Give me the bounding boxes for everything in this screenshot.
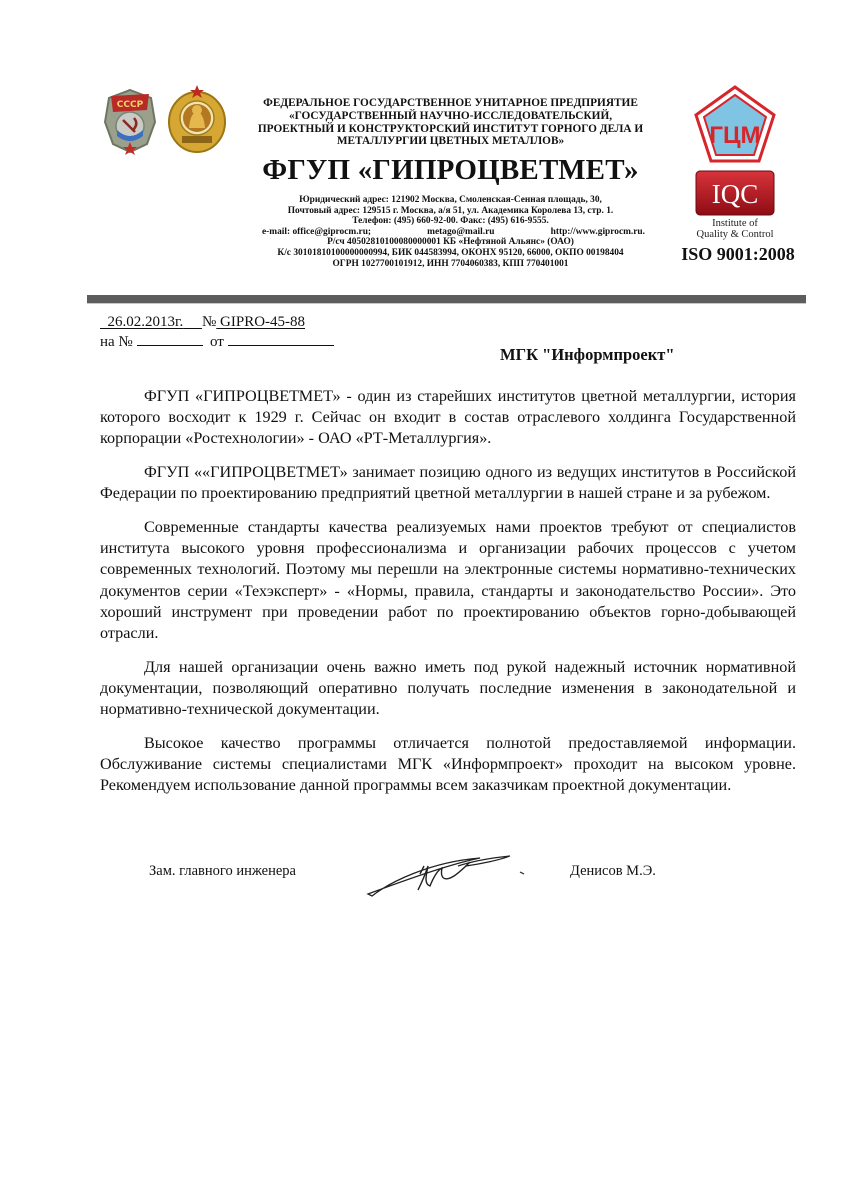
iqc-logo-text: IQC — [711, 179, 759, 209]
gcm-pentagon-logo-icon — [694, 85, 776, 163]
reply-to-label: на № — [100, 334, 133, 350]
incoming-reference — [100, 332, 334, 351]
from-date-blank — [228, 332, 334, 346]
letter-body — [100, 386, 796, 809]
contacts-row — [248, 227, 653, 238]
ref-number-value: GIPRO-45-88 — [220, 314, 306, 330]
iqc-subtitle-line: Quality & Control — [696, 229, 774, 240]
org-details — [248, 195, 653, 269]
phone-fax: Телефон: (495) 660-92-00. Факс: (495) 616-9555. — [352, 216, 549, 227]
org-full-name-line: ФЕДЕРАЛЬНОЕ ГОСУДАРСТВЕННОЕ УНИТАРНОЕ ПРЕДПРИЯТИЕ — [263, 97, 638, 109]
order-red-banner-medal-icon — [101, 86, 159, 156]
reply-to-number-blank — [137, 332, 203, 346]
email-link-office[interactable]: e-mail: office@giprocm.ru; — [262, 226, 372, 237]
bank-account: Р/сч 40502810100080000001 КБ «Нефтяной Альянс» (ОАО) — [327, 237, 574, 248]
postal-address: Почтовый адрес: 129515 г. Москва, а/я 51, ул. Академика Королева 13, стр. 1. — [287, 205, 614, 216]
iso-certification: ISO 9001:2008 — [681, 244, 795, 264]
org-full-name-line: «ГОСУДАРСТВЕННЫЙ НАУЧНО-ИССЛЕДОВАТЕЛЬСКИЙ, — [288, 109, 613, 122]
handwritten-signature-icon — [360, 852, 530, 898]
org-short-name: ФГУП «ГИПРОЦВЕТМЕТ» — [262, 154, 639, 186]
email-link-metago[interactable]: metago@mail.ru — [427, 226, 495, 237]
svg-text:СССР: СССР — [116, 100, 144, 110]
signer-title: Зам. главного инженера — [149, 863, 296, 879]
body-paragraph: ФГУП ««ГИПРОЦВЕТМЕТ» занимает позицию одного из ведущих институтов в Российской Федерации по проектированию предприятий цветной металлургии в нашей стране и за рубежом. — [100, 463, 796, 503]
iqc-logo-icon — [695, 170, 775, 216]
gcm-logo-text: ГЦМ — [709, 122, 761, 149]
iqc-subtitle-line: Institute of — [712, 218, 758, 229]
header-divider — [87, 295, 806, 303]
outgoing-reference — [100, 314, 305, 331]
legal-address: Юридический адрес: 121902 Москва, Смоленская-Сенная площадь, 30, — [299, 195, 602, 205]
ref-date-value: 26.02.2013г. — [107, 314, 184, 330]
body-paragraph: Для нашей организации очень важно иметь под рукой надежный источник нормативной документации, позволяющий оперативно получать последние изменения в законодательной и нормативно-технической документации. — [100, 657, 796, 719]
org-full-name — [248, 97, 653, 148]
corr-account: К/с 30101810100000000994, БИК 044583994, ОКОНХ 95120, 66000, ОКПО 00198404 — [277, 247, 624, 258]
recipient: МГК "Информпроект" — [500, 345, 675, 364]
ref-number — [216, 314, 305, 330]
ref-date — [100, 314, 202, 330]
body-paragraph: Высокое качество программы отличается полнотой предоставляемой информации. Обслуживание системы специалистами МГК «Информпроект» проходит на высоком уровне. Рекомендуем использование данной программы всем заказчикам проектной документации. — [100, 733, 796, 795]
body-paragraph: ФГУП «ГИПРОЦВЕТМЕТ» - один из старейших институтов цветной металлургии, история которого восходит к 1929 г. Сейчас он входит в состав отраслевого холдинга Государственной корпорации «Ростехнологии» - ОАО «РТ-Металлургия». — [100, 387, 796, 448]
registration-numbers: ОГРН 1027700101912, ИНН 7704060383, КПП 770401001 — [332, 258, 569, 269]
org-full-name-line: ПРОЕКТНЫЙ И КОНСТРУКТОРСКИЙ ИНСТИТУТ ГОРНОГО ДЕЛА И — [257, 122, 644, 135]
ref-number-label: № — [201, 314, 217, 330]
body-paragraph: Современные стандарты качества реализуемых нами проектов требуют от специалистов института высокого уровня профессионализма и организации рабочих процессов с учетом современных технологий. Поэтому мы перешли на электронные системы нормативно-технических документов серии «Техэксперт» - «Нормы, правила, стандарты и законодательство России». Это хороший инструмент при проведении работ по проектированию объектов горно-добывающей отрасли. — [100, 518, 796, 643]
order-of-lenin-medal-icon — [166, 84, 228, 156]
org-full-name-line: МЕТАЛЛУРГИИ ЦВЕТНЫХ МЕТАЛЛОВ» — [336, 135, 565, 148]
signer-name: Денисов М.Э. — [570, 863, 656, 879]
iqc-subtitle — [680, 218, 790, 240]
website-link[interactable]: http://www.giprocm.ru. — [550, 226, 645, 237]
from-label: от — [210, 334, 224, 350]
